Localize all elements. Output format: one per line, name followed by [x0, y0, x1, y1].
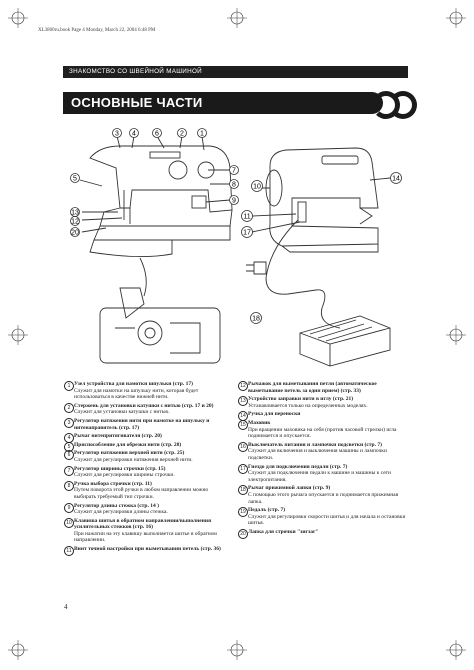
legend-item: [64, 442, 229, 449]
legend-number: 3: [64, 418, 74, 428]
registration-mark-icon: [227, 640, 247, 660]
registration-mark-icon: [8, 8, 28, 28]
legend-description: Служит для включения и выключения машины и лампочки подсветки.: [248, 448, 387, 461]
registration-mark-icon: [446, 8, 466, 28]
legend-description: При нажатии на эту клавишу выполняется шитье в обратном направлении.: [74, 530, 217, 544]
callout-label: 1: [200, 130, 204, 138]
callout-label: 17: [243, 229, 251, 237]
legend-item: [238, 420, 408, 440]
legend-description: С помощью этого рычага опускается и поднимается прижимная лапка.: [248, 491, 399, 505]
registration-mark-icon: [446, 325, 466, 345]
legend-description: Служит для подключения педали к машине и машины к сети электропитания.: [248, 470, 391, 483]
legend-item: [64, 546, 229, 553]
legend-description: Устанавливается только на определенных моделях.: [248, 402, 368, 409]
legend-item: [64, 403, 229, 416]
legend-title: Рычаг прижимной лапки (стр. 9): [248, 485, 331, 492]
legend-item: [238, 381, 408, 394]
callout-label: 18: [252, 315, 260, 323]
legend-item: [64, 418, 229, 431]
legend-number: 10: [64, 518, 74, 528]
page-title-bar: [63, 92, 383, 114]
legend-title: Педаль (стр. 7): [248, 507, 286, 514]
legend-number: 6: [64, 450, 74, 460]
callout-label: 3: [115, 130, 119, 138]
callout-label: 10: [253, 183, 261, 191]
legend-item: [238, 529, 408, 536]
legend-item: [238, 396, 408, 409]
legend-item: [64, 450, 229, 463]
legend-item: [238, 485, 408, 505]
callout-label: 8: [232, 181, 236, 189]
legend-title: Ручка для переноски: [248, 411, 301, 418]
registration-mark-icon: [227, 8, 247, 28]
legend-item: [64, 433, 229, 440]
callout-label: 9: [232, 197, 236, 205]
legend-item: [238, 411, 408, 418]
legend-title: Маховик: [248, 419, 271, 426]
legend-title: Гнездо для подключения педали (стр. 7): [248, 463, 348, 470]
legend-number: 11: [64, 546, 74, 556]
legend-title: Приспособление для обрезки нити (стр. 28): [74, 441, 182, 448]
legend-number: 20: [238, 529, 248, 539]
legend-description: При вращении маховика на себя (против часовой стрелки) игла поднимается и опускается.: [248, 426, 397, 440]
legend-description: Служит для регулировки ширины строчки.: [74, 472, 175, 479]
legend-number: 16: [238, 442, 248, 452]
parts-legend-left: [64, 381, 229, 555]
legend-description: Служит для намотки на шпульку нити, которая будет использоваться в качестве нижней нити.: [74, 387, 199, 401]
legend-number: 8: [64, 481, 74, 491]
legend-title: Регулятор ширины строчки (стр. 15): [74, 465, 166, 472]
legend-title: Регулятор натяжения верхней нити (стр. 25): [74, 450, 185, 457]
legend-number: 13: [238, 396, 248, 406]
callout-label: 13: [71, 209, 79, 217]
callout-label: 12: [71, 218, 79, 226]
legend-number: 5: [64, 442, 74, 452]
legend-item: [64, 381, 229, 401]
callout-label: 11: [243, 213, 251, 221]
registration-mark-icon: [8, 640, 28, 660]
legend-number: 7: [64, 466, 74, 476]
callout-label: 4: [132, 130, 136, 138]
callout-label: 6: [155, 130, 159, 138]
legend-item: [64, 503, 229, 516]
legend-title: Выключатель питания и лампочки подсветки (стр. 7): [248, 441, 382, 448]
legend-number: 17: [238, 464, 248, 474]
title-arc-decoration: [389, 91, 417, 119]
registration-mark-icon: [8, 325, 28, 345]
legend-item: [238, 442, 408, 462]
legend-number: 9: [64, 503, 74, 513]
registration-mark-icon: [446, 640, 466, 660]
legend-number: 1: [64, 381, 74, 391]
legend-title: Регулятор длины стежка (стр. 14 ): [74, 502, 159, 509]
page-title: ОСНОВНЫЕ ЧАСТИ: [71, 95, 203, 110]
parts-legend-right: [238, 381, 408, 537]
file-header: XL3800ru.book Page 4 Monday, March 22, 2004 6:48 PM: [38, 28, 156, 33]
legend-number: 2: [64, 403, 74, 413]
legend-title: Клавиша шитья в обратном направлении/выполнения усилительных стежков (стр. 16): [74, 517, 212, 531]
callout-label: 7: [232, 167, 236, 175]
callout-label: 20: [71, 229, 79, 237]
legend-number: 18: [238, 485, 248, 495]
legend-item: [238, 507, 408, 527]
callout-label: 5: [73, 175, 77, 183]
legend-title: Рычаг нитепритягивателя (стр. 20): [74, 433, 162, 440]
legend-number: 12: [238, 381, 248, 391]
legend-item: [64, 481, 229, 501]
legend-title: Регулятор натяжения нити при намотке на шпульку и нитенаправитель (стр. 17): [74, 417, 210, 431]
legend-title: Рычажок для выметывания петли (автоматическое выметывание петель за один прием) (стр. 33): [248, 381, 377, 394]
legend-description: Служит для регулировки натяжения верхней нити.: [74, 456, 193, 463]
legend-title: Винт точной настройки при выметывании петель (стр. 36): [74, 546, 221, 553]
legend-title: Устройство заправки нити в иглу (стр. 21): [248, 396, 354, 403]
legend-number: 4: [64, 433, 74, 443]
legend-description: Путем поворота этой ручки в любом направлении можно выбирать требуемый тип строчки.: [74, 487, 209, 500]
legend-description: Служит для регулировки скорости шитья и для начала и остановки шитья.: [248, 513, 406, 527]
legend-item: [64, 466, 229, 479]
section-band-label: ЗНАКОМСТВО СО ШВЕЙНОЙ МАШИНОЙ: [69, 68, 203, 75]
legend-title: Узел устройства для намотки шпульки (стр. 17): [74, 381, 193, 387]
legend-description: Служит для регулировки длины стежка.: [74, 509, 168, 516]
legend-item: [64, 518, 229, 544]
legend-number: 15: [238, 420, 248, 430]
section-band: [63, 66, 408, 78]
legend-description: Служит для установки катушки с нитью.: [74, 409, 170, 416]
sewing-machine-illustration: [60, 128, 420, 373]
callout-label: 2: [180, 130, 184, 138]
legend-item: [238, 464, 408, 484]
legend-number: 19: [238, 507, 248, 517]
legend-number: 14: [238, 411, 248, 421]
page-number: 4: [64, 603, 68, 611]
legend-title: Стержень для установки катушки с нитью (стр. 17 и 20): [74, 402, 214, 409]
callout-label: 14: [392, 175, 400, 183]
legend-title: Лапка для строчки "зигзаг": [248, 528, 319, 535]
legend-title: Ручка выбора строчки (стр. 11): [74, 480, 152, 487]
